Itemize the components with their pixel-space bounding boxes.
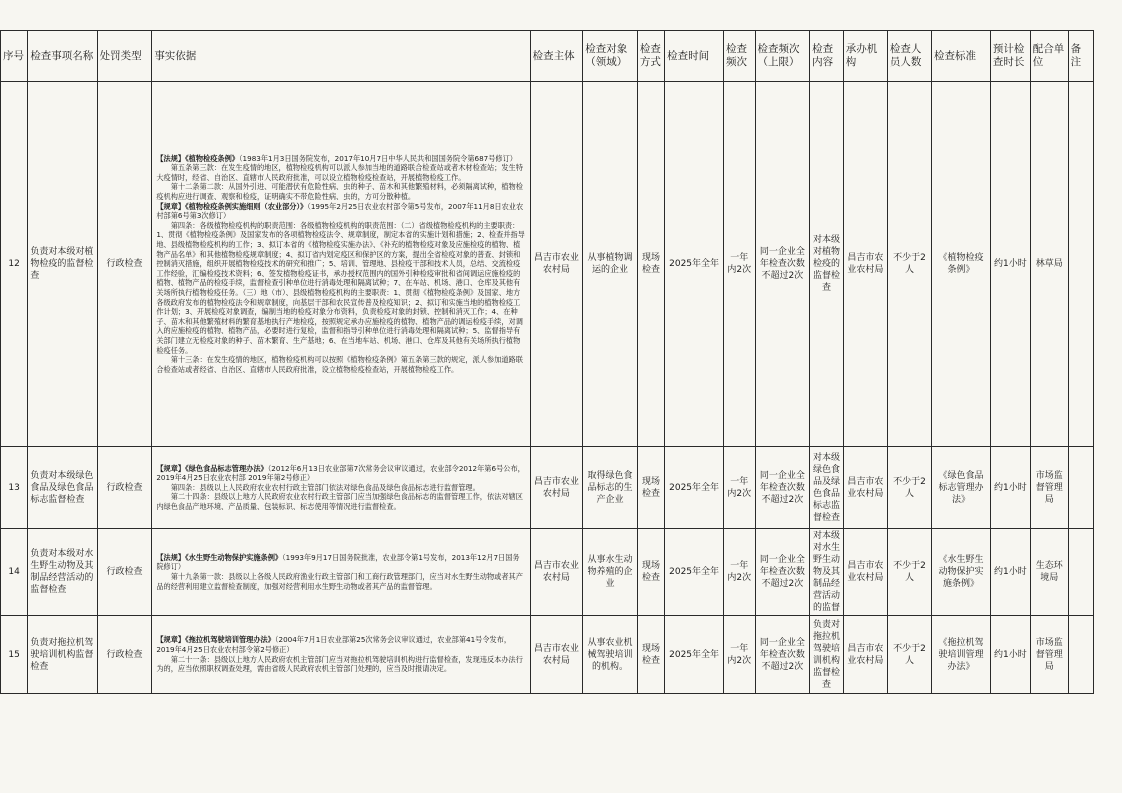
basis-paragraph: 第十三条：在发生疫情的地区，植物检疫机构可以按照《植物检疫条例》第五条第三款的规定，派人参加道路联合检查站或者经省、自治区、直辖市人民政府批准，设立植物检疫检查站，开展植物检疫工作。 — [156, 355, 523, 374]
row-org: 昌吉市农业农村局 — [843, 529, 887, 616]
row-no: 12 — [1, 82, 28, 447]
row-ptype: 行政检查 — [97, 529, 152, 616]
row-staff: 不少于2人 — [887, 447, 931, 529]
header-subject: 检查主体 — [530, 31, 583, 82]
basis-text: （2012年6月13日农业部第7次常务会议审议通过，农业部令2012年第6号公布，2019年4月25日农业农村部 2019年第2号修正） — [156, 463, 525, 483]
row-content: 负责对拖拉机驾驶培训机构监督检查 — [810, 616, 844, 694]
header-std: 检查标准 — [932, 31, 991, 82]
inspection-table — [0, 30, 1094, 694]
basis-title: 【法规】《水生野生动物保护实施条例》 — [156, 552, 283, 562]
row-object: 从事植物调运的企业 — [583, 82, 638, 447]
basis-text: （1983年1月3日国务院发布，2017年10月7日中华人民共和国国务院令第687号修订） — [238, 153, 517, 163]
row-method: 现场检查 — [637, 82, 664, 447]
row-object: 从事水生动物养殖的企业 — [583, 529, 638, 616]
row-ptype: 行政检查 — [97, 616, 152, 694]
header-coop: 配合单位 — [1030, 31, 1068, 82]
row-note — [1068, 616, 1093, 694]
row-note — [1068, 529, 1093, 616]
header-no: 序号 — [1, 31, 28, 82]
row-note — [1068, 82, 1093, 447]
row-staff: 不少于2人 — [887, 616, 931, 694]
row-object: 从事农业机械驾驶培训的机构。 — [583, 616, 638, 694]
header-freqcap: 检查频次（上限） — [755, 31, 810, 82]
basis-title: 【法规】《植物检疫条例》 — [156, 153, 239, 163]
header-org: 承办机构 — [843, 31, 887, 82]
row-basis — [152, 529, 530, 616]
table-row — [1, 447, 1094, 529]
row-no: 13 — [1, 447, 28, 529]
basis-paragraph: 第四条：县级以上人民政府农业农村行政主管部门依法对绿色食品及绿色食品标志进行监督管理。 — [170, 482, 480, 492]
header-dur: 预计检查时长 — [990, 31, 1030, 82]
header-ptype: 处罚类型 — [97, 31, 152, 82]
row-basis — [152, 616, 530, 694]
row-freq: 一年内2次 — [724, 616, 756, 694]
row-content: 对本级绿色食品及绿色食品标志监督检查 — [810, 447, 844, 529]
row-coop: 市场监督管理局 — [1030, 616, 1068, 694]
row-dur: 约1小时 — [990, 82, 1030, 447]
row-staff: 不少于2人 — [887, 529, 931, 616]
table-row — [1, 529, 1094, 616]
header-note: 备注 — [1068, 31, 1093, 82]
row-subject: 昌吉市农业农村局 — [530, 529, 583, 616]
row-basis — [152, 447, 530, 529]
row-std: 《植物检疫条例》 — [932, 82, 991, 447]
row-freqcap: 同一企业全年检查次数不超过2次 — [755, 447, 810, 529]
row-std: 《水生野生动物保护实施条例》 — [932, 529, 991, 616]
basis-text: （1993年9月17日国务院批准，农业部令第1号发布，2013年12月7日国务院修订） — [156, 552, 520, 572]
row-object: 取得绿色食品标志的生产企业 — [583, 447, 638, 529]
header-basis: 事实依据 — [152, 31, 530, 82]
row-time: 2025年全年 — [665, 616, 724, 694]
table-row — [1, 82, 1094, 447]
row-note — [1068, 447, 1093, 529]
row-org: 昌吉市农业农村局 — [843, 82, 887, 447]
row-no: 15 — [1, 616, 28, 694]
basis-paragraph: 第五条第三款：在发生疫情的地区，植物检疫机构可以派人参加当地的道路联合检查站或者木材检查站；发生特大疫情时，经省、自治区、直辖市人民政府批准，可以设立植物检疫检查站，开展植物检疫工作。 — [156, 163, 523, 182]
row-content: 对本级对水生野生动物及其制品经营活动的监督 — [810, 529, 844, 616]
row-freqcap: 同一企业全年检查次数不超过2次 — [755, 616, 810, 694]
row-freq: 一年内2次 — [724, 447, 756, 529]
basis-title: 【规章】《植物检疫条例实施细则（农业部分）》 — [156, 201, 308, 211]
header-row — [1, 31, 1094, 82]
row-org: 昌吉市农业农村局 — [843, 447, 887, 529]
basis-text: （2004年7月1日农业部第25次常务会议审议通过，农业部第41号令发布，2019年4月25日农业农村部令第2号修正） — [156, 635, 512, 654]
row-ptype: 行政检查 — [97, 82, 152, 447]
table-row — [1, 616, 1094, 694]
basis-paragraph: 第十九条第一款：县级以上各级人民政府渔业行政主管部门和工商行政管理部门，应当对水生野生动物或者其产品的经营利用建立监督检查制度，加强对经营利用水生野生动物或者其产品的监督管理。 — [156, 572, 523, 591]
row-freqcap: 同一企业全年检查次数不超过2次 — [755, 529, 810, 616]
header-time: 检查时间 — [665, 31, 724, 82]
row-subject: 昌吉市农业农村局 — [530, 447, 583, 529]
header-object: 检查对象（领域） — [583, 31, 638, 82]
row-subject: 昌吉市农业农村局 — [530, 616, 583, 694]
basis-paragraph: 第四条：各级植物检疫机构的职责范围：各级植物检疫机构的职责范围：（二）省级植物检疫机构的主要职责：1、贯彻《植物检疫条例》及国家发布的各项植物检疫法令、规章制度，制定本省的实施计划和措施；2、检查并指导地、县级植物检疫机构的工作；3、拟订本省的《植物检疫实施办法》、《补充的植物检疫对象及应施检疫的植物、植物产品名单》和其他植物检疫规章制度；4、拟订省内划定疫区和保护区的方案，提出全省检疫对象的普查、封锁和控制消灭措施，组织开展植物检疫技术的研究和推广；5、培训、管理地、县检疫干部和技术人员，总结、交流检疫工作经验，汇编检疫技术资料；6、签发植物检疫证书，承办授权范围内的国外引种检疫审批和省间调运应施检疫的植物、植物产品的检疫手续，监督检查引种单位进行消毒处理和隔离试种；7、在车站、机场、港口、仓库及其他有关场所执行植物检疫任务。（三）地（市）、县级植物检疫机构的主要职责：1、贯彻《植物检疫条例》及国家、地方各级政府发布的植物检疫法令和规章制度，向基层干部和农民宣传普及检疫知识；2、拟订和实施当地的植物检疫工作计划；3、开展检疫对象调查，编制当地的检疫对象分布资料，负责检疫对象的封锁、控制和消灭工作；4、在种子、苗木和其他繁殖材料的繁育基地执行产地检疫，按照规定承办应施检疫的植物、植物产品的调运检疫手续，对调入的应施检疫的植物、植物产品，必要时进行复检，监督和指导引种单位进行消毒处理和隔离试种；5、监督指导有关部门建立无检疫对象的种子、苗木繁育、生产基地；6、在当地车站、机场、港口、仓库及其他有关场所执行植物检疫任务。 — [156, 220, 525, 355]
row-dur: 约1小时 — [990, 616, 1030, 694]
header-freq: 检查频次 — [724, 31, 756, 82]
row-staff: 不少于2人 — [887, 82, 931, 447]
basis-paragraph: 第二十一条：县级以上地方人民政府农机主管部门应当对拖拉机驾驶培训机构进行监督检查，发现违反本办法行为的，应当依照职权调查处理，需由省级人民政府农机主管部门处理的，应当及时报请决定。 — [156, 654, 523, 674]
row-dur: 约1小时 — [990, 529, 1030, 616]
basis-title: 【规章】《绿色食品标志管理办法》 — [156, 463, 268, 473]
basis-paragraph: 第二十四条：县级以上地方人民政府农业农村行政主管部门应当加强绿色食品标志的监督管理工作，依法对辖区内绿色食品产地环境、产品质量、包装标识、标志使用等情况进行监督检查。 — [156, 492, 523, 511]
header-method: 检查方式 — [637, 31, 664, 82]
row-item: 负责对本级绿色食品及绿色食品标志监督检查 — [28, 447, 97, 529]
row-method: 现场检查 — [637, 447, 664, 529]
row-coop: 林草局 — [1030, 82, 1068, 447]
row-time: 2025年全年 — [665, 529, 724, 616]
row-coop: 市场监督管理局 — [1030, 447, 1068, 529]
row-no: 14 — [1, 529, 28, 616]
row-freq: 一年内2次 — [724, 82, 756, 447]
row-org: 昌吉市农业农村局 — [843, 616, 887, 694]
row-freqcap: 同一企业全年检查次数不超过2次 — [755, 82, 810, 447]
row-freq: 一年内2次 — [724, 529, 756, 616]
row-ptype: 行政检查 — [97, 447, 152, 529]
row-std: 《绿色食品标志管理办法》 — [932, 447, 991, 529]
row-content: 对本级对植物检疫的监督检查 — [810, 82, 844, 447]
row-item: 负责对本级对植物检疫的监督检查 — [28, 82, 97, 447]
row-time: 2025年全年 — [665, 82, 724, 447]
row-item: 负责对拖拉机驾驶培训机构监督检查 — [28, 616, 97, 694]
row-std: 《拖拉机驾驶培训管理办法》 — [932, 616, 991, 694]
basis-paragraph: 第十二条第二款：从国外引进、可能潜伏有危险性病、虫的种子、苗木和其他繁殖材料，必须隔离试种，植物检疫机构应进行调查、观察和检疫，证明确实不带危险性病、虫的，方可分散种植。 — [156, 182, 523, 202]
header-staff: 检查人员人数 — [887, 31, 931, 82]
row-method: 现场检查 — [637, 529, 664, 616]
basis-title: 【规章】《拖拉机驾驶培训管理办法》 — [156, 635, 275, 645]
header-content: 检查内容 — [810, 31, 844, 82]
basis-text: （1995年2月25日农业农村部令第5号发布，2007年11月8日农业农村部第6号第3次修订） — [156, 201, 524, 221]
row-method: 现场检查 — [637, 616, 664, 694]
row-dur: 约1小时 — [990, 447, 1030, 529]
header-item: 检查事项名称 — [28, 31, 97, 82]
row-subject: 昌吉市农业农村局 — [530, 82, 583, 447]
row-coop: 生态环境局 — [1030, 529, 1068, 616]
row-item: 负责对本级对水生野生动物及其制品经营活动的监督检查 — [28, 529, 97, 616]
row-time: 2025年全年 — [665, 447, 724, 529]
row-basis — [152, 82, 530, 447]
